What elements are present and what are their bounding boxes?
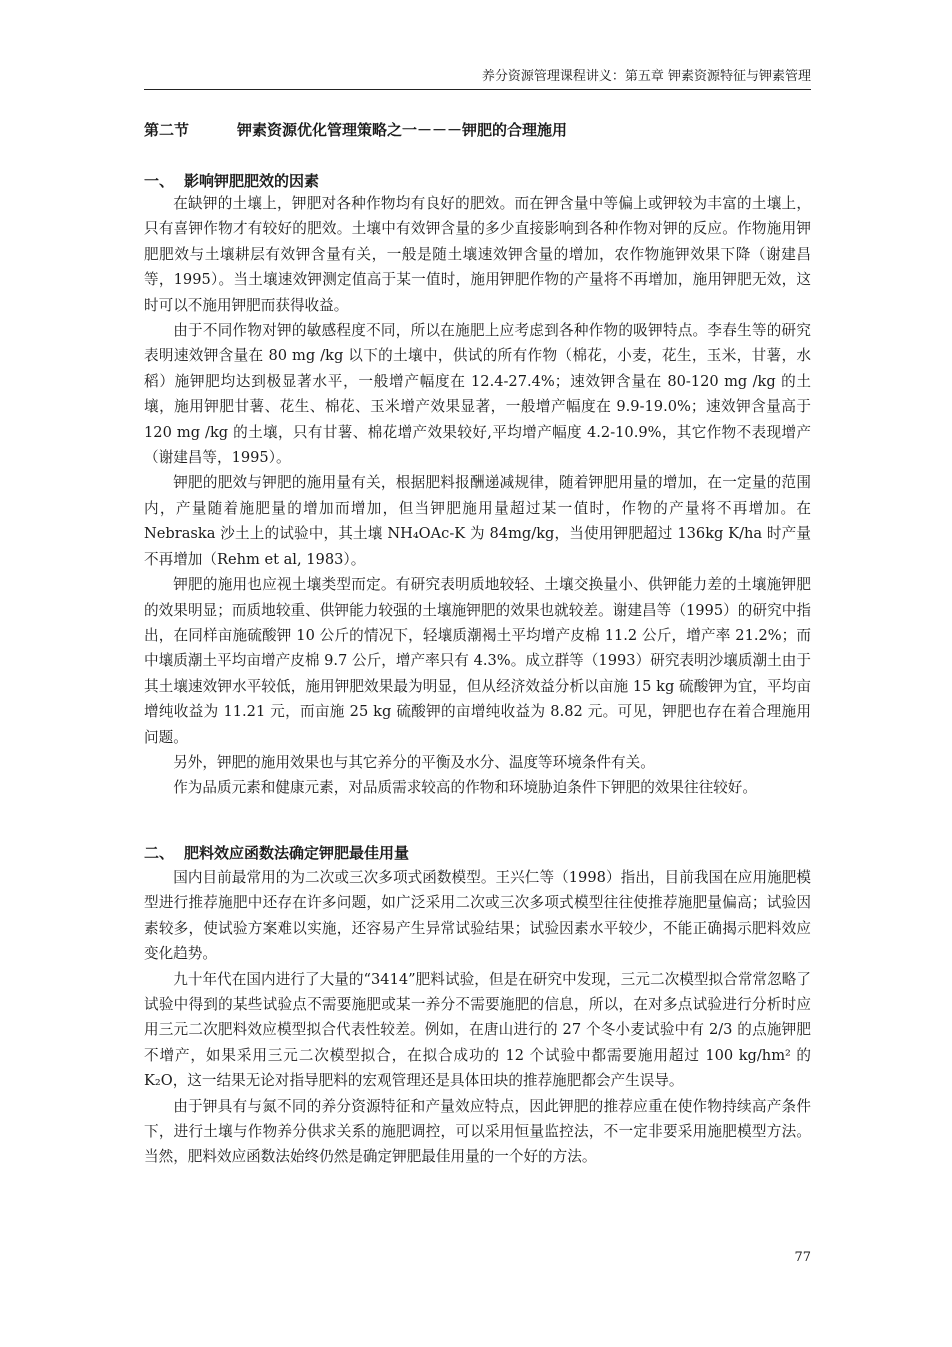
subsection-number-2: 二、 [144,844,175,862]
subsection-title-1: 影响钾肥肥效的因素 [184,172,320,190]
paragraph: 钾肥的施用也应视土壤类型而定。有研究表明质地较轻、土壤交换量小、供钾能力差的土壤施钾肥的效果明显；而质地较重、供钾能力较强的土壤施钾肥的效果也就较差。谢建昌等（1995）的研究中指出，在同样亩施硫酸钾 10 公斤的情况下，轻壤质潮褐土平均增产皮棉 11.2 公斤，增产率 21.2%；而中壤质潮土平均亩增产皮棉 9.7 公斤，增产率只有 4.3%。成立群等（1993）研究表明沙壤质潮土由于其土壤速效钾水平较低，施用钾肥效果最为明显，但从经济效益分析以亩施 15 kg 硫酸钾为宜，平均亩增纯收益为 11.21 元，而亩施 25 kg 硫酸钾的亩增纯收益为 8.82 元。可见，钾肥也存在着合理施用问题。 [144,576,811,746]
paragraph: 国内目前最常用的为二次或三次多项式函数模型。王兴仁等（1998）指出，目前我国在应用施肥模型进行推荐施肥中还存在许多问题，如广泛采用二次或三次多项式模型往往使推荐施肥量偏高；试验因素较多，使试验方案难以实施，还容易产生异常试验结果；试验因素水平较少，不能正确揭示肥料效应变化趋势。 [144,869,811,963]
subsection-title-2: 肥料效应函数法确定钾肥最佳用量 [184,844,410,862]
paragraph: 作为品质元素和健康元素，对品质需求较高的作物和环境胁迫条件下钾肥的效果往往较好。 [173,779,757,797]
section-number: 第二节 [144,121,190,139]
paragraph: 九十年代在国内进行了大量的“3414”肥料试验，但是在研究中发现，三元二次模型拟合常常忽略了试验中得到的某些试验点不需要施肥或某一养分不需要施肥的信息，所以，在对多点试验进行分析时应用三元二次肥料效应模型拟合代表性较差。例如，在唐山进行的 27 个冬小麦试验中有 2/3 的点施钾肥不增产，如果采用三元二次模型拟合，在拟合成功的 12 个试验中都需要施用超过 100 kg/hm² 的 K₂O，这一结果无论对指导肥料的宏观管理还是具体田块的推荐施肥都会产生误导。 [144,970,811,1090]
subsection-body-1 [144,191,811,801]
paragraph: 另外，钾肥的施用效果也与其它养分的平衡及水分、温度等环境条件有关。 [173,753,655,771]
paragraph: 由于不同作物对钾的敏感程度不同，所以在施肥上应考虑到各种作物的吸钾特点。李春生等的研究表明速效钾含量在 80 mg /kg 以下的土壤中，供试的所有作物（棉花，小麦，花生，玉米，甘薯，水稻）施钾肥均达到极显著水平，一般增产幅度在 12.4-27.4%；速效钾含量在 80-120 mg /kg 的土壤，施用钾肥甘薯、花生、棉花、玉米增产效果显著，一般增产幅度在 9.9-19.0%；速效钾含量高于 120 mg /kg 的土壤，只有甘薯、棉花增产效果较好,平均增产幅度 4.2-10.9%，其它作物不表现增产（谢建昌等，1995）。 [144,322,811,467]
subsection-number-1: 一、 [144,172,175,190]
section-title [144,118,811,142]
subsection-body-2 [144,865,811,1170]
subsection-heading-2 [144,841,811,865]
header-rule [144,89,811,90]
paragraph: 由于钾具有与氮不同的养分资源特征和产量效应特点，因此钾肥的推荐应重在使作物持续高产条件下，进行土壤与作物养分供求关系的施肥调控，可以采用恒量监控法，不一定非要采用施肥模型方法。当然，肥料效应函数法始终仍然是确定钾肥最佳用量的一个好的方法。 [144,1097,811,1166]
paragraph: 在缺钾的土壤上，钾肥对各种作物均有良好的肥效。而在钾含量中等偏上或钾较为丰富的土壤上，只有喜钾作物才有较好的肥效。土壤中有效钾含量的多少直接影响到各种作物对钾的反应。作物施用钾肥肥效与土壤耕层有效钾含量有关，一般是随土壤速效钾含量的增加，农作物施钾效果下降（谢建昌等，1995）。当土壤速效钾测定值高于某一值时，施用钾肥作物的产量将不再增加，施用钾肥无效，这时可以不施用钾肥而获得收益。 [144,195,811,314]
paragraph: 钾肥的肥效与钾肥的施用量有关，根据肥料报酬递减规律，随着钾肥用量的增加，在一定量的范围内，产量随着施肥量的增加而增加，但当钾肥施用量超过某一值时，作物的产量将不再增加。在 Nebraska 沙土上的试验中，其土壤 NH₄OAc-K 为 84mg/kg，当使用钾肥超过 136kg K/ha 时产量不再增加（Rehm et al, 1983）。 [144,474,811,568]
page-number: 77 [794,1250,811,1265]
running-header: 养分资源管理课程讲义：第五章 钾素资源特征与钾素管理 [481,69,811,84]
subsection-heading-1 [144,169,811,193]
section-title-text: 钾素资源优化管理策略之一－－－钾肥的合理施用 [237,121,568,139]
